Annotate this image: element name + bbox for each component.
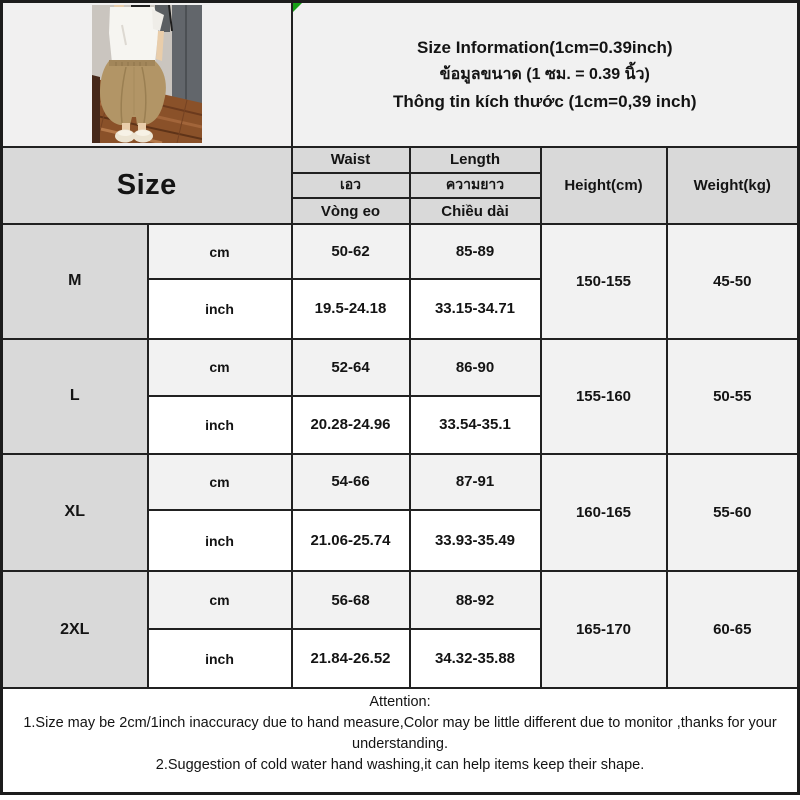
header-length-en: Length	[410, 147, 541, 173]
green-corner-marker-icon	[293, 3, 302, 12]
unit-cm: cm	[148, 454, 292, 511]
attention-line-2: 2.Suggestion of cold water hand washing,it can help items keep their shape.	[155, 757, 645, 774]
m-waist-inch: 19.5-24.18	[292, 279, 410, 339]
m-weight: 45-50	[667, 224, 799, 339]
xl-weight: 55-60	[667, 454, 799, 572]
attention-cell	[2, 688, 799, 793]
xl-length-cm: 87-91	[410, 454, 541, 511]
2xl-waist-inch: 21.84-26.52	[292, 629, 410, 688]
unit-cm: cm	[148, 224, 292, 279]
2xl-height: 165-170	[541, 571, 667, 688]
model-photo-illustration	[92, 5, 202, 143]
title-vietnamese: Thông tin kích thước (1cm=0,39 inch)	[393, 91, 697, 111]
product-photo-cell	[2, 2, 292, 147]
2xl-weight: 60-65	[667, 571, 799, 688]
m-length-inch: 33.15-34.71	[410, 279, 541, 339]
size-label-m: M	[2, 224, 148, 339]
2xl-length-cm: 88-92	[410, 571, 541, 629]
unit-inch: inch	[148, 629, 292, 688]
header-height: Height(cm)	[541, 147, 667, 224]
size-info-title-cell	[292, 2, 799, 147]
title-thai: ข้อมูลขนาด (1 ซม. = 0.39 นิ้ว)	[439, 65, 650, 83]
m-length-cm: 85-89	[410, 224, 541, 279]
l-waist-cm: 52-64	[292, 339, 410, 396]
l-weight: 50-55	[667, 339, 799, 454]
l-waist-inch: 20.28-24.96	[292, 396, 410, 454]
unit-inch: inch	[148, 510, 292, 571]
xl-waist-cm: 54-66	[292, 454, 410, 511]
2xl-length-inch: 34.32-35.88	[410, 629, 541, 688]
m-height: 150-155	[541, 224, 667, 339]
size-label-2xl: 2XL	[2, 571, 148, 688]
header-weight: Weight(kg)	[667, 147, 799, 224]
attention-line-1: 1.Size may be 2cm/1inch inaccuracy due to hand measure,Color may be little different due to monitor ,thanks for your understanding.	[23, 715, 777, 753]
header-waist-vi: Vòng eo	[292, 198, 410, 224]
size-label-l: L	[2, 339, 148, 454]
2xl-waist-cm: 56-68	[292, 571, 410, 629]
xl-length-inch: 33.93-35.49	[410, 510, 541, 571]
unit-cm: cm	[148, 571, 292, 629]
header-size: Size	[2, 147, 292, 224]
xl-waist-inch: 21.06-25.74	[292, 510, 410, 571]
header-waist-en: Waist	[292, 147, 410, 173]
xl-height: 160-165	[541, 454, 667, 572]
l-length-inch: 33.54-35.1	[410, 396, 541, 454]
product-photo	[3, 3, 291, 146]
l-height: 155-160	[541, 339, 667, 454]
m-waist-cm: 50-62	[292, 224, 410, 279]
unit-inch: inch	[148, 396, 292, 454]
header-length-th: ความยาว	[410, 173, 541, 199]
attention-title: Attention:	[369, 694, 431, 711]
unit-cm: cm	[148, 339, 292, 396]
unit-inch: inch	[148, 279, 292, 339]
size-label-xl: XL	[2, 454, 148, 572]
l-length-cm: 86-90	[410, 339, 541, 396]
header-waist-th: เอว	[292, 173, 410, 199]
header-length-vi: Chiều dài	[410, 198, 541, 224]
title-english: Size Information(1cm=0.39inch)	[416, 37, 673, 57]
